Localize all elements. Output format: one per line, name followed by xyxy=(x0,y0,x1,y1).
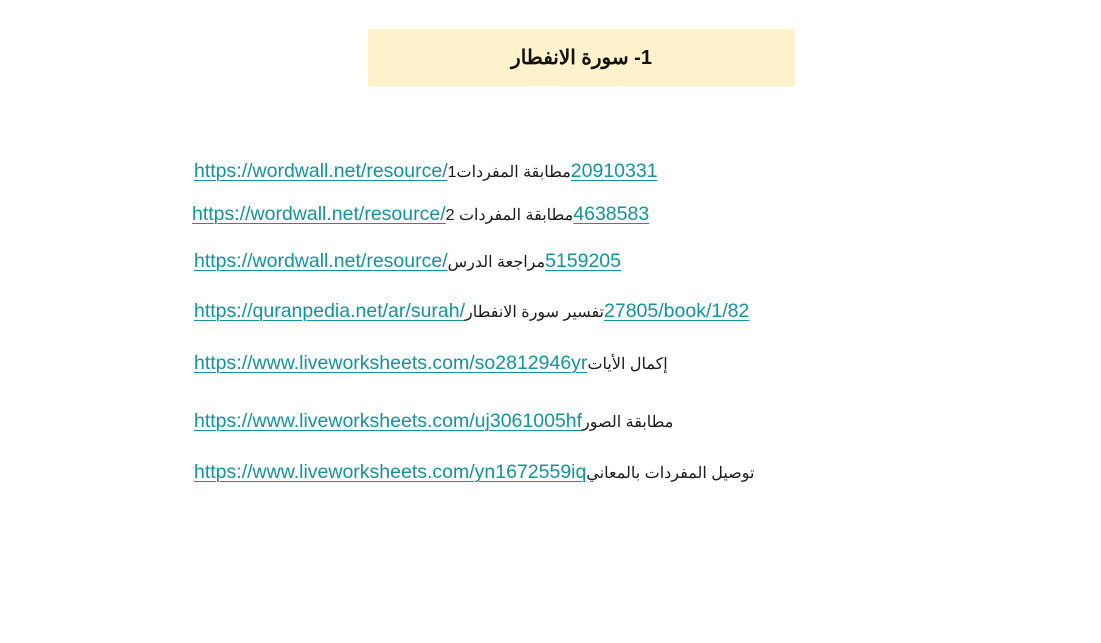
resource-line-5 xyxy=(194,351,668,377)
resource-line-6 xyxy=(194,409,673,435)
resource-label-1: مطابقة المفردات1 xyxy=(447,164,571,181)
resource-link-5[interactable]: https://www.liveworksheets.com/so2812946yr xyxy=(194,352,588,374)
resource-link-1-part-a[interactable]: https://wordwall.net/resource/ xyxy=(194,160,448,182)
resource-label-6: مطابقة الصور xyxy=(582,414,674,431)
resource-link-6[interactable]: https://www.liveworksheets.com/uj3061005hf xyxy=(194,410,583,432)
resource-line-4 xyxy=(194,299,749,325)
resource-link-4-part-b[interactable]: 27805/book/1/82 xyxy=(604,300,750,322)
resource-label-7: توصيل المفردات بالمعاني xyxy=(586,465,755,482)
resource-label-3: مراجعة الدرس xyxy=(447,254,546,271)
resource-link-7[interactable]: https://www.liveworksheets.com/yn1672559iq xyxy=(194,461,587,483)
resource-link-1-part-b[interactable]: 20910331 xyxy=(570,160,658,182)
title-box xyxy=(368,29,795,86)
resource-label-2: مطابقة المفردات 2 xyxy=(445,207,574,224)
resource-line-1 xyxy=(194,159,658,185)
page-title: 1- سورة الانفطار xyxy=(511,47,652,69)
resource-link-2-part-a[interactable]: https://wordwall.net/resource/ xyxy=(192,203,446,225)
resource-line-7 xyxy=(194,460,754,486)
resource-line-2 xyxy=(192,202,649,228)
resource-link-3-part-b[interactable]: 5159205 xyxy=(545,250,621,272)
resource-label-5: إكمال الأيات xyxy=(587,356,668,373)
resource-link-2-part-b[interactable]: 4638583 xyxy=(573,203,650,225)
resource-line-3 xyxy=(194,249,621,275)
resource-label-4: تفسير سورة الانفطار xyxy=(465,304,605,321)
resource-link-4-part-a[interactable]: https://quranpedia.net/ar/surah/ xyxy=(194,300,466,322)
resource-link-3-part-a[interactable]: https://wordwall.net/resource/ xyxy=(194,250,448,272)
